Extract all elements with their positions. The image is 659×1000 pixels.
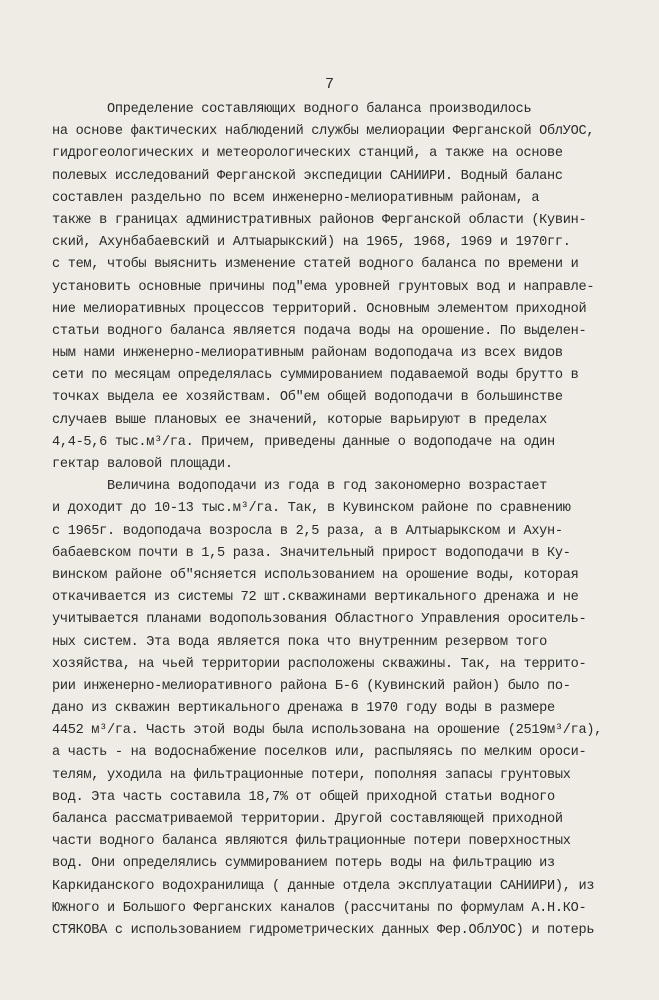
text-line: Определение составляющих водного баланса производилось: [52, 102, 532, 117]
body-text: [52, 99, 632, 942]
text-line: сети по месяцам определялась суммированием подаваемой воды бруттo в: [52, 368, 579, 384]
text-line: случаев выше плановых ее значений, которые варьируют в пределах: [52, 412, 548, 428]
text-line: дано из скважин вертикального дренажа в 1970 году воды в размере: [52, 701, 555, 717]
text-line: на основе фактических наблюдений службы мелиорации Ферганской ОблУОС,: [52, 124, 595, 140]
text-line: винском районе об"ясняется использованием на орошение воды, которая: [52, 567, 579, 583]
text-line: ным нами инженерно-мелиоративным районам водоподача из всех видов: [52, 346, 563, 362]
text-line: части водного баланса являются фильтрационные потери поверхностных: [52, 834, 571, 850]
text-line: 4,4-5,6 тыс.м³/га. Причем, приведены данные о водоподаче на один: [52, 434, 555, 450]
page-number: 7: [324, 76, 334, 93]
text-line: баланса рассматриваемой территории. Другой составляющей приходной: [52, 812, 563, 827]
text-line: установить основные причины под"ема уровней грунтовых вод и направле-: [52, 279, 595, 295]
text-line: гектар валовой площади.: [52, 457, 233, 472]
text-line: статьи водного баланса является подача воды на орошение. По выделен-: [52, 323, 587, 339]
text-line: вод. Эта часть составила 18,7% от общей приходной статьи водного: [52, 789, 555, 805]
text-line: Величина водоподачи из года в год закономерно возрастает: [52, 479, 548, 495]
text-line: телям, уходила на фильтрационные потери, пополняя запасы грунтовых: [52, 767, 571, 783]
text-line: Южного и Большого Ферганских каналов (рассчитаны по формулам А.Н.КО-: [52, 900, 587, 916]
text-line: а часть - на водоснабжение поселков или, распыляясь по мелким ороси-: [52, 745, 587, 761]
text-line: 4452 м³/га. Часть этой воды была использована на орошение (2519м³/га),: [52, 723, 603, 739]
text-line: составлен раздельно по всем инженерно-мелиоративным районам, а: [52, 190, 540, 206]
text-line: точках выдела ее хозяйствам. Об"ем общей водоподачи в большинстве: [52, 390, 563, 406]
text-line: также в границах административных районов Ферганской области (Кувин-: [52, 212, 587, 228]
text-line: ных систем. Эта вода является пока что внутренним резервом того: [52, 634, 548, 650]
text-line: ние мелиоративных процессов территорий. Основным элементом приходной: [52, 301, 587, 317]
text-line: Каркиданского водохранилища ( данные отдела эксплуатации САНИИРИ), из: [52, 878, 595, 894]
text-line: рии инженерно-мелиоративного района Б-6 (Кувинский район) было по-: [52, 678, 571, 694]
text-line: откачивается из системы 72 шт.скважинами вертикального дренажа и не: [52, 590, 579, 606]
text-line: с тем, чтобы выяснить изменение статей водного баланса по времени и: [52, 257, 579, 273]
text-line: вод. Они определялись суммированием потерь воды на фильтрацию из: [52, 856, 555, 872]
text-line: гидрогеологических и метеорологических станций, а также на основе: [52, 146, 563, 162]
text-line: хозяйства, на чьей территории расположены скважины. Так, на террито-: [52, 656, 587, 672]
text-line: бабаевском почти в 1,5 раза. Значительный прирост водоподачи в Ку-: [52, 545, 571, 561]
text-line: с 1965г. водоподача возросла в 2,5 раза, а в Алтыарыкском и Ахун-: [52, 523, 563, 539]
text-line: полевых исследований Ферганской экспедиции САНИИРИ. Водный баланс: [52, 168, 563, 184]
text-line: ский, Ахунбабаевский и Алтыарыкский) на 1965, 1968, 1969 и 1970гг.: [52, 235, 571, 251]
text-line: СТЯКОВА с использованием гидрометрических данных Фер.ОблУОС) и потерь: [52, 922, 595, 938]
text-line: и доходит до 10-13 тыс.м³/га. Так, в Кувинском районе по сравнению: [52, 501, 571, 517]
text-line: учитывается планами водопользования Областного Управления ороситель-: [52, 612, 587, 628]
